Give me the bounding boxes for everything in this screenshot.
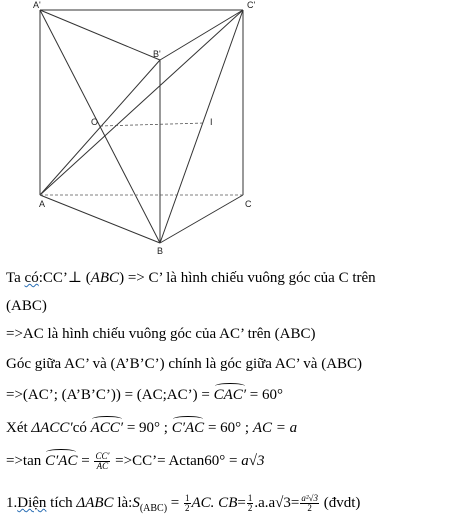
label-A-top: A'	[33, 0, 41, 10]
text-segment: là:	[113, 495, 133, 511]
text-segment: ΔACC′	[31, 420, 73, 436]
text-line-1	[6, 269, 376, 287]
label-C-top: C'	[247, 0, 256, 10]
text-segment: a²√3	[301, 493, 318, 504]
text-segment: 1	[185, 493, 190, 504]
label-I: I	[210, 117, 213, 127]
text-segment: CC′	[95, 451, 110, 462]
angle-arc: ACC′	[90, 420, 124, 436]
text-line-4: Góc giữa AC’ và (A’B’C’) chính là góc giữa AC’ và (ABC)	[6, 356, 363, 372]
edge-CtopBtop	[160, 10, 243, 60]
text-line-5	[6, 386, 283, 404]
text-segment: = 90° ;	[123, 420, 172, 436]
diag-ACtop	[40, 10, 243, 195]
text-segment: =	[77, 453, 94, 469]
text-line-6	[6, 419, 297, 437]
text-segment: = 60° ;	[204, 420, 253, 436]
text-segment: Xét	[6, 420, 32, 436]
text-segment: Diện	[17, 495, 47, 511]
text-segment: .a.a√3=	[254, 495, 300, 511]
fraction	[300, 494, 319, 513]
angle-arc: C′AC	[171, 420, 205, 436]
text-segment: AC. CB	[191, 495, 238, 511]
text-line-7	[6, 452, 265, 471]
text-segment: Ta	[6, 270, 21, 286]
text-segment: = 60°	[246, 387, 283, 403]
diag-CtopB	[160, 10, 243, 243]
prism-figure	[0, 0, 471, 255]
fraction	[184, 494, 191, 513]
text-segment: ΔABC	[76, 495, 114, 511]
text-segment: 1	[247, 493, 253, 504]
text-segment: (đvdt)	[319, 495, 361, 511]
text-segment: có	[24, 270, 39, 286]
label-O: O	[91, 117, 99, 127]
text-segment: ABC	[90, 270, 120, 286]
text-segment: a√3	[241, 453, 265, 469]
text-segment: 2	[307, 503, 312, 514]
text-segment: có	[72, 420, 91, 436]
text-segment: S	[132, 495, 140, 511]
text-segment: =>(AC’; (A’B’C’)) = (AC;AC’) =	[6, 387, 214, 403]
label-B-top: B'	[153, 49, 161, 59]
fraction	[94, 452, 110, 471]
edge-AB	[40, 195, 160, 243]
text-segment: tích	[46, 495, 77, 511]
text-segment: AC = a	[252, 420, 298, 436]
hidden-OI	[100, 123, 205, 126]
angle-arc: CAC′	[213, 387, 247, 403]
text-segment: 2	[247, 503, 253, 514]
label-C: C	[245, 199, 252, 209]
text-segment: (ABC)	[139, 503, 168, 514]
text-line-3: =>AC là hình chiếu vuông góc của AC’ trên (ABC)	[6, 326, 316, 342]
text-segment: =	[167, 495, 184, 511]
text-line-2: (ABC)	[6, 298, 47, 314]
text-segment: =>CC’= Actan60° =	[111, 453, 242, 469]
text-segment: 2	[185, 503, 190, 514]
fraction	[247, 494, 254, 513]
text-segment: :CC’⊥ (	[38, 270, 91, 286]
angle-arc: C′AC	[45, 453, 78, 469]
diag-AtopB	[40, 10, 160, 243]
text-segment: =	[237, 495, 246, 511]
label-A: A	[39, 199, 46, 209]
edge-AtopBtop	[40, 10, 160, 60]
label-B: B	[157, 246, 164, 255]
text-segment: ) => C’ là hình chiếu vuông góc của C trên	[119, 270, 376, 286]
text-segment: =>tan	[6, 453, 45, 469]
edge-CB	[160, 195, 243, 243]
text-segment: 1.	[6, 495, 18, 511]
text-segment: AC	[96, 461, 109, 472]
text-line-8	[6, 494, 360, 518]
